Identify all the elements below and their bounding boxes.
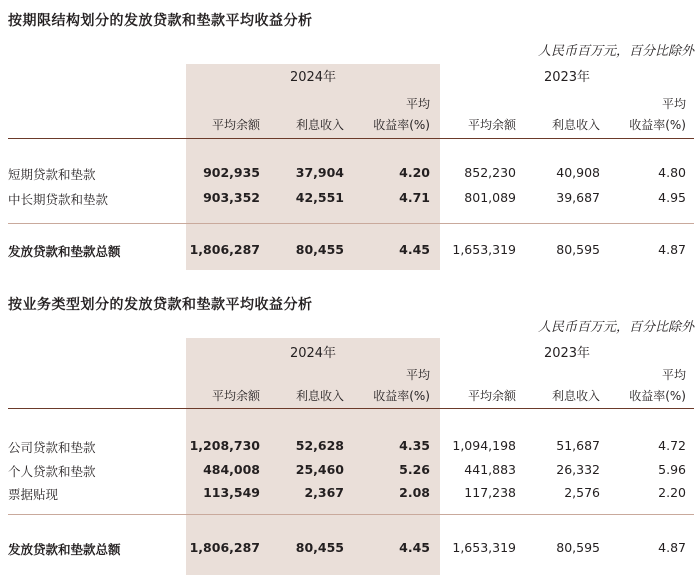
total-row-label: 发放贷款和垫款总额 (8, 244, 121, 259)
unit-note: 人民币百万元，百分比除外 (537, 320, 694, 335)
header-rule (8, 408, 694, 409)
table-cell: 80,595 (556, 242, 600, 257)
table-cell: 42,551 (295, 190, 344, 205)
subtotal-rule (8, 514, 694, 515)
table-cell: 40,908 (556, 165, 600, 180)
table-cell: 2.08 (399, 485, 430, 500)
table-cell: 441,883 (464, 462, 516, 477)
header-rule (8, 138, 694, 139)
table-cell: 2,576 (564, 485, 600, 500)
rate-header-top-2024: 平均 (405, 368, 430, 382)
table-cell: 25,460 (295, 462, 344, 477)
year-2023-header: 2023年 (543, 70, 591, 85)
table-cell: 4.35 (399, 438, 430, 453)
table-cell: 80,455 (295, 242, 344, 257)
table-cell: 1,806,287 (189, 242, 260, 257)
rate-header-2023: 收益率(%) (629, 118, 686, 132)
table-cell: 4.71 (399, 190, 430, 205)
total-row-label: 发放贷款和垫款总额 (8, 542, 121, 557)
avg-balance-header-2024: 平均余额 (211, 389, 260, 403)
table-cell: 26,332 (556, 462, 600, 477)
row-label: 票据贴现 (8, 487, 59, 502)
year-2024-header: 2024年 (289, 70, 337, 85)
table-cell: 2,367 (304, 485, 344, 500)
table-cell: 51,687 (556, 438, 600, 453)
table-cell: 4.45 (399, 540, 430, 555)
table-cell: 4.72 (658, 438, 686, 453)
table-cell: 1,208,730 (189, 438, 260, 453)
table-cell: 117,238 (464, 485, 516, 500)
row-label: 中长期贷款和垫款 (8, 192, 109, 207)
rate-header-2023: 收益率(%) (629, 389, 686, 403)
table-cell: 52,628 (295, 438, 344, 453)
table-cell: 801,089 (464, 190, 516, 205)
interest-header-2024: 利息收入 (295, 118, 344, 132)
table-cell: 4.87 (658, 242, 686, 257)
table-cell: 4.80 (658, 165, 686, 180)
table-cell: 1,653,319 (452, 242, 516, 257)
table-cell: 4.20 (399, 165, 430, 180)
table-cell: 902,935 (203, 165, 260, 180)
rate-header-top-2023: 平均 (661, 97, 686, 111)
rate-header-top-2024: 平均 (405, 97, 430, 111)
table-cell: 1,094,198 (452, 438, 516, 453)
interest-header-2023: 利息收入 (551, 389, 600, 403)
table-cell: 80,455 (295, 540, 344, 555)
rate-header-2024: 收益率(%) (373, 118, 430, 132)
year-2023-header: 2023年 (543, 346, 591, 361)
table-maturity (0, 0, 700, 270)
table-cell: 39,687 (556, 190, 600, 205)
table-cell: 4.95 (658, 190, 686, 205)
avg-balance-header-2024: 平均余额 (211, 118, 260, 132)
avg-balance-header-2023: 平均余额 (467, 389, 516, 403)
table-cell: 1,653,319 (452, 540, 516, 555)
table-cell: 37,904 (295, 165, 344, 180)
rate-header-2024: 收益率(%) (373, 389, 430, 403)
year-2024-header: 2024年 (289, 346, 337, 361)
row-label: 短期贷款和垫款 (8, 167, 96, 182)
table-cell: 903,352 (203, 190, 260, 205)
table-cell: 80,595 (556, 540, 600, 555)
section-title: 按期限结构划分的发放贷款和垫款平均收益分析 (8, 13, 313, 29)
table-cell: 5.26 (399, 462, 430, 477)
table-cell: 4.87 (658, 540, 686, 555)
unit-note: 人民币百万元，百分比除外 (537, 44, 694, 59)
table-cell: 484,008 (203, 462, 260, 477)
row-label: 个人贷款和垫款 (8, 464, 96, 479)
interest-header-2023: 利息收入 (551, 118, 600, 132)
table-business-type (0, 284, 700, 575)
table-cell: 1,806,287 (189, 540, 260, 555)
table-cell: 4.45 (399, 242, 430, 257)
subtotal-rule (8, 223, 694, 224)
row-label: 公司贷款和垫款 (8, 440, 96, 455)
table-cell: 852,230 (464, 165, 516, 180)
rate-header-top-2023: 平均 (661, 368, 686, 382)
table-cell: 5.96 (658, 462, 686, 477)
interest-header-2024: 利息收入 (295, 389, 344, 403)
table-cell: 113,549 (203, 485, 260, 500)
table-cell: 2.20 (658, 485, 686, 500)
section-title: 按业务类型划分的发放贷款和垫款平均收益分析 (8, 297, 313, 313)
avg-balance-header-2023: 平均余额 (467, 118, 516, 132)
